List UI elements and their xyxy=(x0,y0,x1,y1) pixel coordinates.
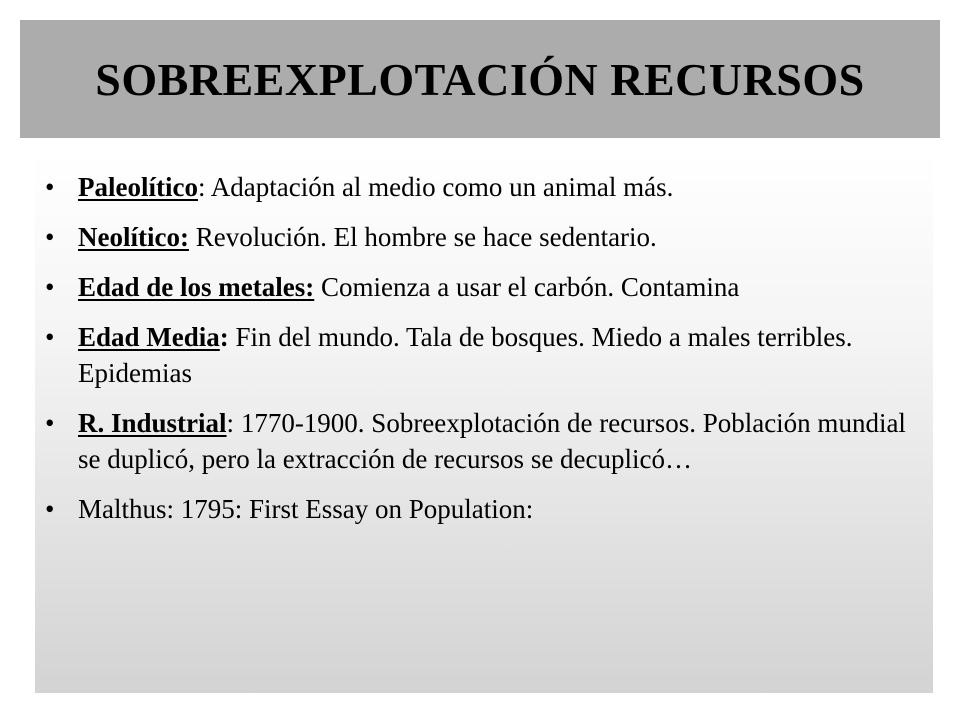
bullet-icon: • xyxy=(45,272,55,302)
bullet-icon: • xyxy=(45,222,55,252)
bullet-term: Edad Media xyxy=(78,322,220,352)
content-area xyxy=(35,153,933,693)
bullet-term: Edad de los metales: xyxy=(78,272,315,302)
bullet-item-revolucion-industrial xyxy=(35,405,933,477)
bullet-list xyxy=(35,169,933,541)
bullet-icon: • xyxy=(45,172,55,202)
bullet-term: R. Industrial xyxy=(78,408,227,438)
bullet-item-paleolitico xyxy=(35,169,933,205)
bullet-text: 1770-1900. Sobreexplotación de recursos. Población mundial se duplicó, pero la extracción de recursos se decuplicó… xyxy=(78,408,906,474)
bullet-item-edad-media xyxy=(35,319,933,391)
bullet-item-malthus xyxy=(35,491,933,527)
bullet-separator: : xyxy=(219,322,229,352)
bullet-separator: : xyxy=(197,172,206,202)
bullet-item-neolitico xyxy=(35,219,933,255)
bullet-text: Malthus: 1795: First Essay on Population: xyxy=(78,494,534,524)
bullet-text: Fin del mundo. Tala de bosques. Miedo a males terribles. Epidemias xyxy=(78,322,853,388)
bullet-icon: • xyxy=(45,322,55,352)
title-banner xyxy=(20,20,940,138)
bullet-term: Paleolítico xyxy=(78,172,198,202)
bullet-term: Neolítico: xyxy=(78,222,189,252)
slide-title: SOBREEXPLOTACIÓN RECURSOS xyxy=(95,53,865,105)
bullet-text: Comienza a usar el carbón. Contamina xyxy=(314,272,740,302)
bullet-separator: : xyxy=(226,408,235,438)
bullet-icon: • xyxy=(45,408,55,438)
bullet-text: Adaptación al medio como un animal más. xyxy=(205,172,674,202)
bullet-text: Revolución. El hombre se hace sedentario. xyxy=(188,222,657,252)
bullet-item-edad-metales xyxy=(35,269,933,305)
bullet-icon: • xyxy=(45,494,55,524)
